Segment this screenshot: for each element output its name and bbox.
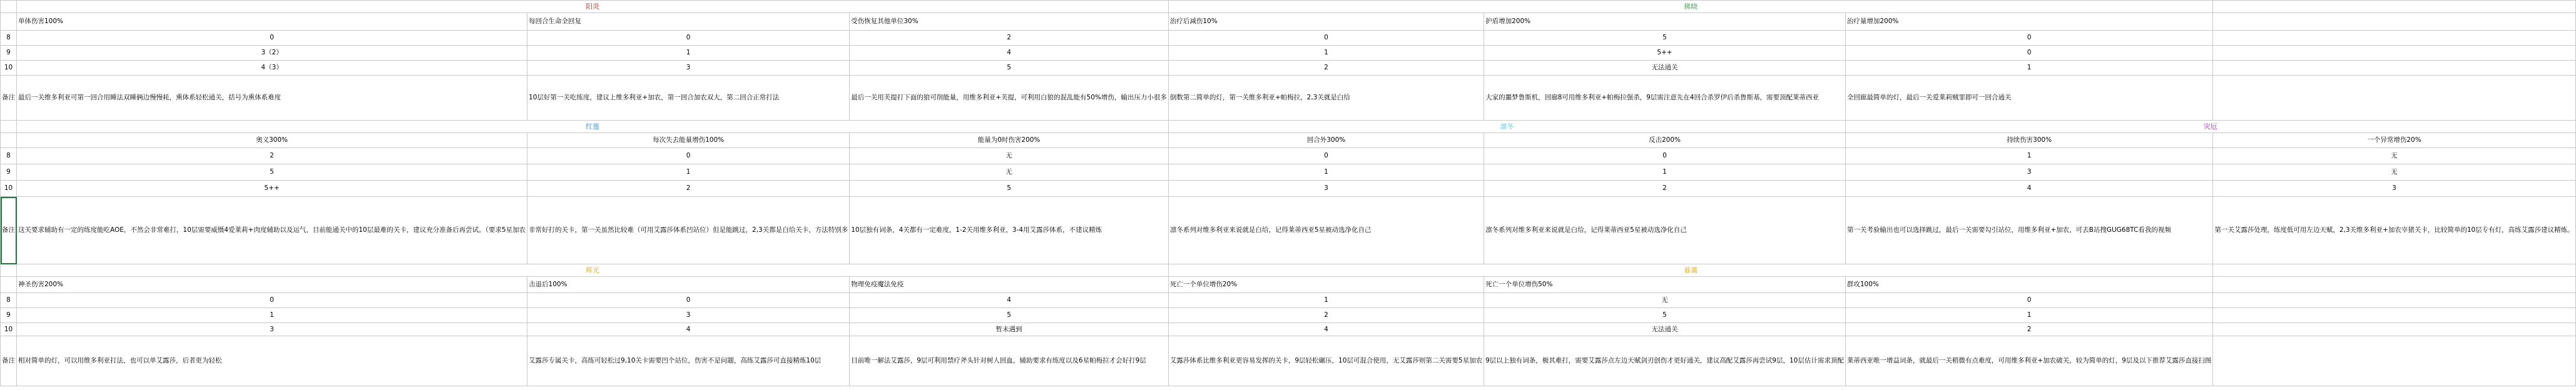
difficulty-cell[interactable]: 无 — [850, 148, 1169, 164]
difficulty-cell[interactable]: 1 — [17, 308, 527, 323]
notes-label[interactable]: 备注 — [1, 197, 17, 264]
buff-header[interactable]: 死亡一个单位增伤50% — [1484, 277, 1846, 293]
note-cell[interactable]: 10层独有词条，4关都有一定难度，1-2关用维多利亚，3-4用艾露莎体系，不建议精炼 — [850, 197, 1169, 264]
note-cell[interactable]: 第一关艾露莎处理，练度低可用左边天赋，2,3关维多利亚+加农宰猪关卡，比较简单的10层专有灯，高练艾露莎建议精炼。 — [2213, 197, 2575, 264]
difficulty-cell[interactable]: 5 — [850, 181, 1169, 197]
difficulty-cell[interactable]: 4 — [527, 323, 850, 336]
difficulty-cell[interactable]: 5 — [1484, 31, 1846, 46]
floor-label[interactable]: 9 — [1, 308, 17, 323]
buff-header[interactable]: 群攻100% — [1845, 277, 2212, 293]
buff-header[interactable]: 护盾增加200% — [1484, 13, 1846, 31]
table-row — [1, 148, 2576, 164]
note-cell[interactable]: 这关要求辅助有一定的练度能吃AOE，不然会非常难打，10层需要威慑4爱莱莉+肉度辅助以及运气，目前能通关中的10层最难的关卡，建议充分准备后再尝试。（要求5星加农 — [17, 197, 527, 264]
group-label-muai[interactable]: 暮霭 — [1168, 264, 2212, 277]
note-cell[interactable]: 艾露莎体系比维多利亚更容易发挥的关卡，9层轻松碾压，10层可混合使用，无艾露莎则第二关需要5星加农 — [1168, 336, 1484, 386]
difficulty-cell[interactable]: 0 — [1484, 148, 1846, 164]
group-label-lingdong[interactable]: 凛冬 — [1168, 121, 1845, 133]
table-row — [1, 46, 2576, 61]
buff-header[interactable]: 神圣伤害200% — [17, 277, 527, 293]
difficulty-cell[interactable]: 0 — [1168, 31, 1484, 46]
table-row — [1, 164, 2576, 181]
group-label-honglian[interactable]: 红莲 — [17, 121, 1169, 133]
notes-label[interactable]: 备注 — [1, 336, 17, 386]
difficulty-cell[interactable]: 2 — [17, 148, 527, 164]
note-cell[interactable]: 全回廊最简单的灯，最后一关爱莱莉贼罪即可一回合通关 — [1845, 76, 2212, 121]
note-cell[interactable]: 莱蒂西亚唯一增益词条，就最后一关稍微有点难度，可用维多利亚+加农破关，较为简单的灯，9层及以下推荐艾露莎直接扫图 — [1845, 336, 2212, 386]
difficulty-cell[interactable]: 无 — [2213, 164, 2575, 181]
floor-label[interactable]: 9 — [1, 164, 17, 181]
note-cell[interactable]: 最后一关维多利亚可第一回合用睡法双睡俩边慢慢耗，熏体系轻松通关，括号为熏体系难度 — [17, 76, 527, 121]
difficulty-cell[interactable]: 1 — [1168, 293, 1484, 308]
note-cell[interactable]: 最后一关用芙提打下面的狼可削能量，用维多利亚+芙提，可利用白狼的混乱能有50%增伤，输出压力小很多 — [850, 76, 1169, 121]
difficulty-cell[interactable]: 2 — [1168, 308, 1484, 323]
group-label-yangyan[interactable]: 阳炎 — [17, 1, 1169, 13]
table-row — [1, 308, 2576, 323]
group-label-fuxiao[interactable]: 拂晓 — [1168, 1, 2212, 13]
group-header-row — [1, 1, 2576, 13]
note-cell[interactable]: 第一关考验输出也可以选择跳过，最后一关需要勾引站位，用维多利亚+加农，可去B站搜GUG68TC看我的视频 — [1845, 197, 2212, 264]
group-header-row — [1, 121, 2576, 133]
note-cell[interactable]: 大家的噩梦鲁斯机，回廊8可用维多利亚+帕梅拉强杀，9层需注意先在4回合杀罗伊后杀鲁斯基，需要顶配莱蒂西亚 — [1484, 76, 1846, 121]
buff-header[interactable]: 能量为0时伤害200% — [850, 133, 1169, 148]
difficulty-cell[interactable]: 0 — [17, 293, 527, 308]
group-label-huiguang[interactable]: 辉光 — [17, 264, 1169, 277]
difficulty-cell[interactable]: 暂未遇到 — [850, 323, 1169, 336]
difficulty-cell[interactable]: 1 — [1845, 148, 2212, 164]
difficulty-cell[interactable]: 0 — [1845, 46, 2212, 61]
difficulty-cell[interactable]: 3 — [527, 308, 850, 323]
floor-label[interactable]: 10 — [1, 61, 17, 76]
floor-label[interactable]: 8 — [1, 31, 17, 46]
difficulty-cell[interactable]: 1 — [1168, 164, 1484, 181]
buff-header-row — [1, 133, 2576, 148]
difficulty-cell[interactable]: 3（2） — [17, 46, 527, 61]
floor-label[interactable]: 8 — [1, 148, 17, 164]
difficulty-cell[interactable]: 无法通关 — [1484, 323, 1846, 336]
difficulty-cell[interactable]: 5++ — [1484, 46, 1846, 61]
note-cell[interactable]: 凛冬系列对维多利亚来说就是白给，记得莱蒂西亚5星被动选净化自己 — [1484, 197, 1846, 264]
notes-row — [1, 336, 2576, 386]
table-row — [1, 181, 2576, 197]
difficulty-cell[interactable]: 2 — [850, 31, 1169, 46]
difficulty-cell[interactable]: 1 — [1845, 308, 2212, 323]
difficulty-cell[interactable]: 1 — [527, 46, 850, 61]
buff-header[interactable]: 受伤恢复其他单位30% — [850, 13, 1169, 31]
difficulty-cell[interactable]: 3 — [1168, 181, 1484, 197]
difficulty-cell[interactable]: 2 — [1845, 323, 2212, 336]
difficulty-cell[interactable]: 3 — [17, 323, 527, 336]
table-row — [1, 61, 2576, 76]
buff-header[interactable]: 每次失去能量增伤100% — [527, 133, 850, 148]
buff-header[interactable]: 治疗后减伤10% — [1168, 13, 1484, 31]
note-cell[interactable]: 倒数第二简单的灯，第一关维多利亚+帕梅拉，2,3关就是白给 — [1168, 76, 1484, 121]
difficulty-cell[interactable]: 0 — [527, 31, 850, 46]
difficulty-cell[interactable]: 无 — [2213, 148, 2575, 164]
difficulty-cell[interactable]: 0 — [527, 293, 850, 308]
difficulty-cell[interactable]: 1 — [527, 164, 850, 181]
buff-header[interactable]: 物理免疫魔法免疫 — [850, 277, 1169, 293]
difficulty-cell[interactable]: 1 — [1168, 46, 1484, 61]
note-cell[interactable]: 9层以上独有词条，极其难打，需要艾露莎点左边天赋剑刃创伤才更好通关，建议高配艾露莎再尝试9层，10层估计需求顶配 — [1484, 336, 1846, 386]
difficulty-cell[interactable]: 3 — [527, 61, 850, 76]
notes-label[interactable]: 备注 — [1, 76, 17, 121]
difficulty-cell[interactable]: 0 — [17, 31, 527, 46]
difficulty-cell[interactable]: 0 — [1845, 293, 2212, 308]
difficulty-cell[interactable]: 5 — [1484, 308, 1846, 323]
buff-header[interactable]: 回合外300% — [1168, 133, 1484, 148]
note-cell[interactable]: 凛冬系列对维多利亚来说就是白给，记得莱蒂西亚5星被动选净化自己 — [1168, 197, 1484, 264]
table-row — [1, 293, 2576, 308]
buff-header[interactable]: 死亡一个单位增伤20% — [1168, 277, 1484, 293]
difficulty-cell[interactable]: 5 — [17, 164, 527, 181]
difficulty-cell[interactable]: 无 — [850, 164, 1169, 181]
note-cell[interactable]: 10层好第一关吃练度，建议上维多利亚+加农，第一回合加农双大，第二回合正常打法 — [527, 76, 850, 121]
table-row — [1, 31, 2576, 46]
difficulty-cell[interactable]: 4 — [850, 293, 1169, 308]
difficulty-cell[interactable]: 4（3） — [17, 61, 527, 76]
buff-header[interactable]: 每回合生命全回复 — [527, 13, 850, 31]
difficulty-cell[interactable]: 无 — [1484, 293, 1846, 308]
note-cell[interactable]: 非常好打的关卡，第一关虽然比较难（可用艾露莎体系凹站位）但是能跳过，2,3关都是白给关卡，方法特别多 — [527, 197, 850, 264]
buff-header-row — [1, 13, 2576, 31]
difficulty-cell[interactable]: 4 — [850, 46, 1169, 61]
difficulty-cell[interactable]: 5++ — [17, 181, 527, 197]
difficulty-cell[interactable]: 3 — [1845, 164, 2212, 181]
notes-row — [1, 197, 2576, 264]
note-cell[interactable]: 目前唯一解法艾露莎，9层可利用禁疗斧头针对树人回血，辅助要求有练度以及6星帕梅拉才会好打9层 — [850, 336, 1169, 386]
difficulty-cell[interactable]: 5 — [850, 61, 1169, 76]
difficulty-cell[interactable]: 4 — [1168, 323, 1484, 336]
buff-header[interactable]: 持续伤害300% — [1845, 133, 2212, 148]
buff-header[interactable]: 奥义300% — [17, 133, 527, 148]
buff-header[interactable]: 击退后100% — [527, 277, 850, 293]
table-row — [1, 323, 2576, 336]
buff-header[interactable]: 治疗量增加200% — [1845, 13, 2212, 31]
difficulty-cell[interactable]: 3 — [2213, 181, 2575, 197]
difficulty-cell[interactable]: 1 — [1845, 61, 2212, 76]
group-header-row — [1, 264, 2576, 277]
notes-row — [1, 76, 2576, 121]
difficulty-cell[interactable]: 5 — [850, 308, 1169, 323]
note-cell[interactable]: 相对简单的灯，可以用维多利亚打法，也可以单艾露莎，后者更为轻松 — [17, 336, 527, 386]
buff-header[interactable]: 一个异常增伤20% — [2213, 133, 2575, 148]
difficulty-cell[interactable]: 无法通关 — [1484, 61, 1846, 76]
difficulty-cell[interactable]: 0 — [1168, 148, 1484, 164]
difficulty-cell[interactable]: 0 — [1845, 31, 2212, 46]
difficulty-cell[interactable]: 1 — [1484, 164, 1846, 181]
floor-label[interactable]: 8 — [1, 293, 17, 308]
buff-header-row — [1, 277, 2576, 293]
floor-label[interactable]: 10 — [1, 323, 17, 336]
difficulty-cell[interactable]: 2 — [1484, 181, 1846, 197]
note-cell[interactable]: 艾露莎专属关卡，高练可轻松过9,10关卡需要凹个站位，伤害不是问题，高练艾露莎可直接精炼10层 — [527, 336, 850, 386]
floor-label[interactable]: 10 — [1, 181, 17, 197]
group-label-zaie[interactable]: 灾厄 — [1845, 121, 2575, 133]
difficulty-cell[interactable]: 2 — [1168, 61, 1484, 76]
difficulty-cell[interactable]: 4 — [1845, 181, 2212, 197]
buff-header[interactable]: 单体伤害100% — [17, 13, 527, 31]
floor-label[interactable]: 9 — [1, 46, 17, 61]
difficulty-cell[interactable]: 0 — [527, 148, 850, 164]
difficulty-cell[interactable]: 2 — [527, 181, 850, 197]
buff-header[interactable]: 反击200% — [1484, 133, 1846, 148]
